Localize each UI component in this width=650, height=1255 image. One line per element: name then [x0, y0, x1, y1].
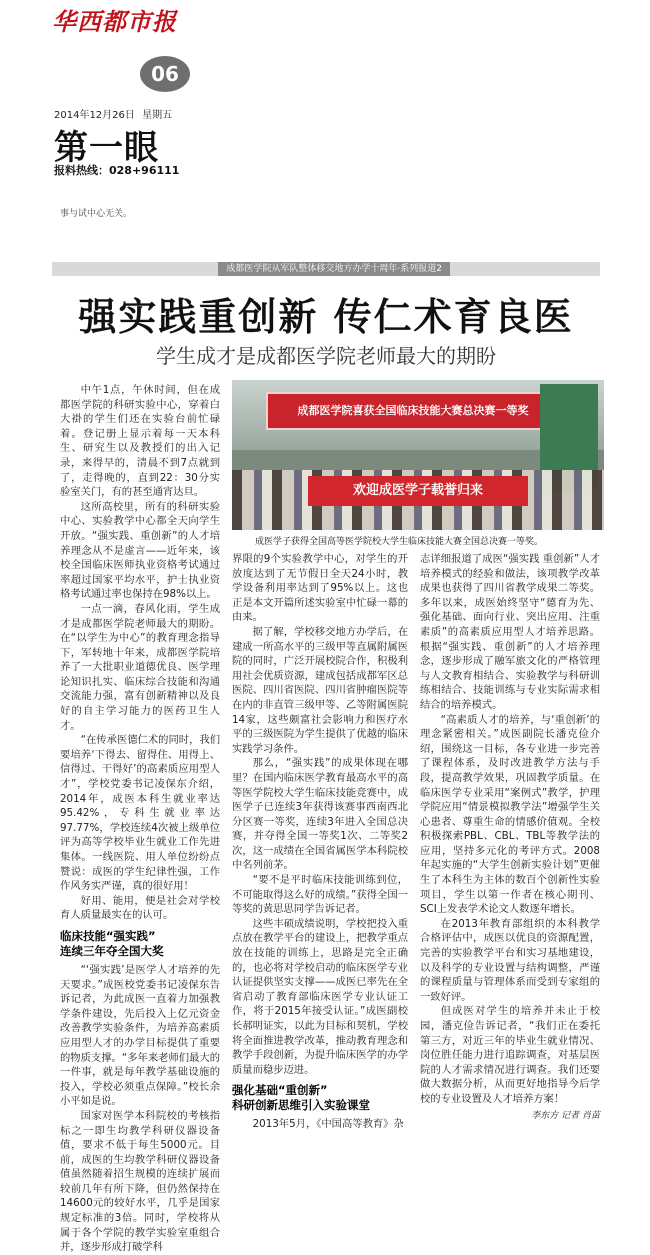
paragraph: 界限的9个实验教学中心，对学生的开放度达到了无节假日全天24小时，教学设备利用率达到了95%以上。这也正是本文开篇所述实验室中忙碌一幕的由来。	[232, 553, 408, 624]
subheading-line: 强化基础“重创新”	[232, 1083, 328, 1098]
photo-banner-bottom: 欢迎成医学子载誉归来	[308, 476, 528, 506]
stray-text: 事与试中心无关。	[60, 209, 133, 219]
paragraph: 那么，“强实践”的成果体现在哪里？在国内临床医学教育最高水平的高等医学院校大学生临床技能竞赛中，成医学子已连续3年获得该赛事西南西北分区赛一等奖，连续3年进入全国总决赛，并夺得全国一等奖1次、二等奖2次，这一成绩在全国省属医学本科院校中名列前茅。	[232, 757, 408, 872]
paragraph: 中午1点，午休时间，但在成都医学院的科研实验中心，穿着白大褂的学生们还在实验台前忙碌着。登记册上显示着每一天本科生、研究生以及教授们的出入记录，来得早的，清晨不到7点就到了，走得晚的，直到22：30分实验室关门，有的甚至通宵达旦。	[60, 384, 220, 499]
byline: 李东方 记者 肖苗	[531, 1110, 600, 1121]
paragraph: 一点一滴，春风化雨，学生成才是成都医学院老师最大的期盼。在“以学生为中心”的教育理念指导下，军转地十年来，成都医学院培养了一大批职业道德优良、医学理论知识扎实、临床综合技能和沟通交流能力强，富有创新精神以及良好的自主学习能力的医药卫生人才。	[60, 602, 220, 732]
headline: 强实践重创新 传仁术育良医	[78, 295, 574, 339]
paragraph: “‘强实践’是医学人才培养的先天要求。”成医校党委书记凌保东告诉记者，为此成医一直着力加强教学条件建设，先后投入上亿元资金改善教学实验条件，为培养高素质应用型人才的办学目标提供了重要的物质支撑。“多年来老师们最大的一件事，就是每年教学基础设施的投入，学校必须重点保障。”校长余小平如是说。	[60, 963, 220, 1108]
subheading	[60, 929, 220, 959]
subheading-line: 科研创新思维引入实验课堂	[232, 1098, 370, 1113]
paragraph: 但成医对学生的培养并未止于校园，潘克俭告诉记者，“我们正在委托第三方，对近三年的毕业生就业情况、岗位胜任能力进行追踪调查，对基层医院的人才需求情况进行调查。我们还要做大数据分析，从而更好地指导今后学校的专业设置及人才培养方案！	[420, 1005, 600, 1105]
article-photo	[232, 380, 604, 530]
hotline: 报料热线：028+96111	[54, 164, 180, 177]
article-column-1	[60, 383, 220, 1255]
paragraph: 国家对医学本科院校的考核指标之一即生均教学科研仪器设备值，要求不低于每生5000元。目前，成医的生均教学科研仪器设备值虽然随着招生规模的连续扩展而较前几年有所下降，但仍然保持在14600元的较好水平，几乎是国家规定标准的3倍。同时，学校将从属于各个学院的教学实验室重组合并，逐步形成打破学科	[60, 1109, 220, 1254]
article-column-2	[232, 552, 408, 1132]
paragraph: 这些丰硕成绩说明，学校把投入重点放在教学平台的建设上，把教学重点放在技能的训练上，思路是完全正确的，也必将对学校启动的临床医学专业认证提供坚实支撑——成医已率先在全省启动了教育部临床医学专业认证工作，将于2015年接受认证。”成医副校长郝明证实，以此为目标和契机，学校将全面推进教学改革，推动教育理念和教学手段创新，为提升临床医学的办学质量而稳步迈进。	[232, 917, 408, 1076]
subheading-line: 临床技能“强实践”	[60, 928, 156, 943]
masthead-logo: 华西都市报	[52, 7, 177, 36]
masthead	[52, 2, 252, 42]
subheadline: 学生成才是成都医学院老师最大的期盼	[156, 344, 496, 368]
section-title: 第一眼	[54, 128, 159, 168]
paragraph: “高素质人才的培养，与‘重创新’的理念紧密相关。”成医副院长潘克俭介绍，围绕这一目标，各专业进一步完善了课程体系，及时改进教学方法与手段，提高教学效果，巩固教学质量。在临床医学专业采用“案例式”教学，护理学院应用“情景模拟教学法”增强学生关心患者、尊重生命的情感价值观。全校积极探索PBL、CBL、TBL等教学法的应用，坚持多元化的考评方式。2008年起实施的“大学生创新实验计划”更催生了本科生为主体的数百个创新性实验项目，学生以第一作者在核心期刊、SCI上发表学术论文人数逐年增长。	[420, 713, 600, 916]
paragraph: “在传承医德仁术的同时，我们要培养‘下得去、留得住、用得上、信得过、干得好’的高素质应用型人才”，学校党委书记凌保东介绍，2014年，成医本科生就业率达95.42%，专科生就业率达97.77%，学校连续4次被上级单位评为高等学校毕业生就业工作先进集体。一线医院、用人单位纷纷点赞说：成医的学生纪律性强，工作作风务实严谨，真的很好用！	[60, 734, 220, 893]
paragraph: “要不是平时临床技能训练到位，不可能取得这么好的成绩。”获得全国一等奖的黄思思同学告诉记者。	[232, 874, 408, 916]
series-label: 成都医学院从军队整体移交地方办学十周年·系列报道2	[218, 262, 450, 276]
paragraph: 好用、能用，便是社会对学校育人质量最实在的认可。	[60, 894, 220, 922]
paragraph: 据了解，学校移交地方办学后，在建成一所高水平的三级甲等直属附属医院的同时，广泛开展校院合作，积极利用社会优质资源，建成包括成都军区总医院、四川省医院、四川省肿瘤医院等在内的非直管三级甲等、乙等附属医院14家，这些颇富社会影响力和医疗水平的三级医院为学生提供了优越的临床实践学习条件。	[232, 625, 408, 755]
paragraph: 在2013年教育部组织的本科教学合格评估中，成医以优良的资源配置，完善的实验教学平台和实习基地建设，以及科学的专业设置与结构调整，严谨的课程质量与管理体系而受到专家组的一致好评。	[420, 917, 600, 1003]
paragraph: 志详细报道了成医“强实践 重创新”人才培养模式的经验和做法，该项教学改革成果也获得了四川省教学成果二等奖。多年以来，成医始终坚守“德育为先、强化基础、面向行业、突出应用、注重素质”的高素质应用型人才培养思路。根据“强实践、重创新”的人才培养理念，逐步形成了融军旅文化的严格管理与人文教育相结合、实验教学与科研训练相结合、技能训练与专业实际需求相结合的培养模式。	[420, 553, 600, 711]
subheading-line: 连续三年夺全国大奖	[60, 943, 164, 958]
photo-caption: 成医学子获得全国高等医学院校大学生临床技能大赛全国总决赛一等奖。	[255, 537, 544, 547]
article-column-3	[420, 552, 600, 1123]
issue-date: 2014年12月26日	[54, 110, 135, 121]
date-line	[54, 106, 176, 121]
photo-banner-top: 成都医学院喜获全国临床技能大赛总决赛一等奖	[266, 392, 560, 430]
issue-weekday: 星期五	[142, 110, 173, 121]
paragraph: 2013年5月，《中国高等教育》杂	[252, 1118, 404, 1131]
series-banner	[52, 262, 600, 276]
page-number-badge: 06	[140, 56, 190, 92]
subheading	[232, 1083, 408, 1113]
paragraph: 这所高校里，所有的科研实验中心、实验教学中心都全天向学生开放。“强实践、重创新”的人才培养理念从不是虚言——近年来，该校全国临床医师执业资格考试通过率超过国家平均水平，护士执业资格考试通过率也保持在98%以上。	[60, 500, 220, 601]
